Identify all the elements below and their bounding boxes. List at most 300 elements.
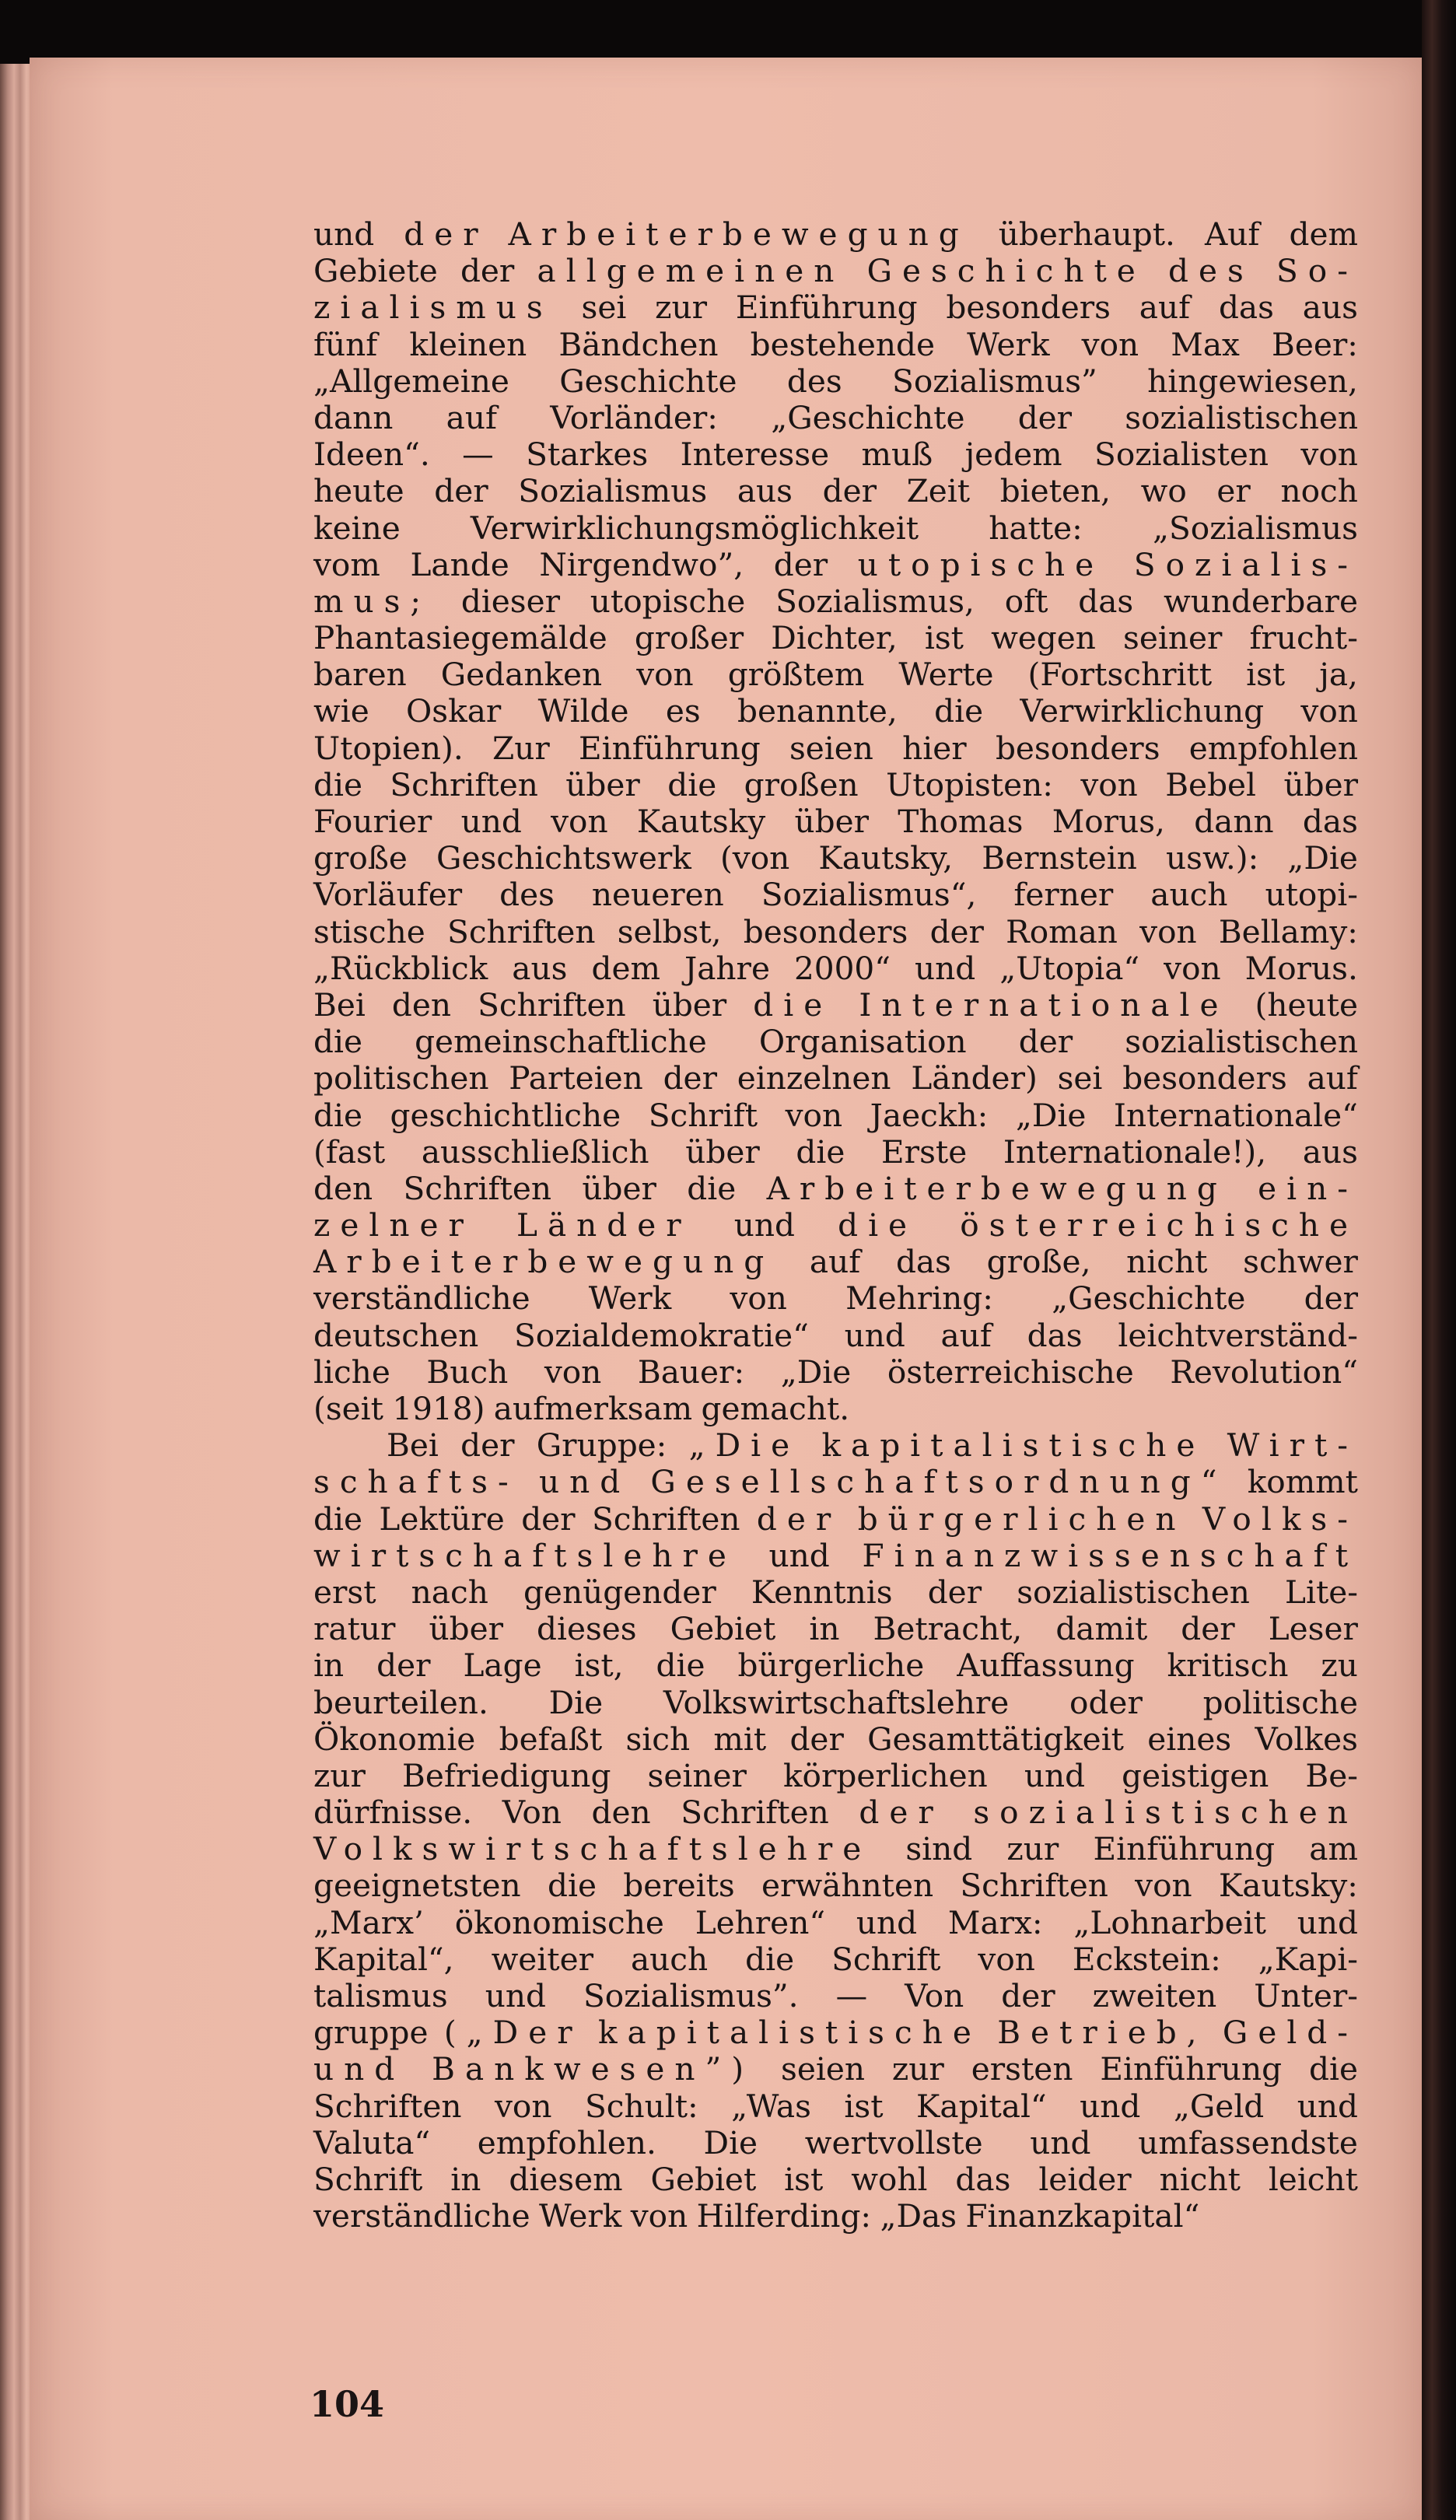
word: Bellamy: xyxy=(1218,912,1358,950)
word: Schriften xyxy=(403,1169,551,1207)
word: Starkes xyxy=(526,436,649,474)
word: Schrift xyxy=(831,1940,941,1978)
word: über xyxy=(565,765,640,803)
text-line xyxy=(313,1758,1358,1794)
word: Finanzwissenschaft xyxy=(862,1536,1358,1574)
word: Bändchen xyxy=(558,325,719,363)
word: Schult: xyxy=(584,2087,698,2125)
word: leicht xyxy=(1268,2160,1358,2198)
word: Roman xyxy=(1006,912,1118,950)
word: (Fortschritt xyxy=(1027,656,1213,694)
word: wirtschaftslehre xyxy=(313,1536,737,1574)
word: Gebiet xyxy=(650,2160,757,2198)
word: zu xyxy=(1321,1647,1358,1685)
text-line xyxy=(313,1721,1358,1758)
word: über xyxy=(685,1132,760,1171)
word: und xyxy=(1297,2087,1358,2125)
word: mus; xyxy=(313,582,432,620)
word: Kautsky xyxy=(636,803,766,840)
word: Schrift xyxy=(313,2160,423,2198)
text-line xyxy=(313,436,1358,473)
word: schafts- xyxy=(313,1463,519,1501)
word: auf xyxy=(809,1243,861,1281)
word: Geschichte xyxy=(559,362,737,400)
word: Gedanken xyxy=(440,656,603,694)
word: die xyxy=(687,1169,737,1207)
word: von xyxy=(1139,912,1197,950)
word: verständliche xyxy=(313,1279,530,1318)
word: der xyxy=(376,1647,431,1685)
word: besonders xyxy=(1122,1059,1287,1097)
text-line xyxy=(313,987,1358,1024)
word: ausschließlich xyxy=(421,1132,649,1171)
word: der xyxy=(756,1500,842,1538)
word: und xyxy=(460,803,522,840)
word: sozialistischen xyxy=(1125,1023,1358,1061)
text-line xyxy=(313,253,1358,289)
word: oft xyxy=(1004,582,1048,620)
word: oder xyxy=(1069,1683,1143,1721)
word: zur xyxy=(313,1756,366,1794)
word: und xyxy=(485,1977,546,2014)
word: ist xyxy=(1246,656,1286,694)
word: „Sozialismus xyxy=(1152,509,1358,547)
word: ist, xyxy=(574,1647,624,1685)
word: schwer xyxy=(1243,1243,1358,1281)
word: Lage xyxy=(463,1647,542,1685)
word: Verwirklichung xyxy=(1020,692,1265,730)
word: hatte: xyxy=(989,509,1083,547)
word: utopische xyxy=(857,545,1104,583)
word: weiter xyxy=(491,1940,594,1978)
word: auf xyxy=(1139,289,1191,327)
word: Befriedigung xyxy=(402,1756,611,1794)
text-line xyxy=(313,1244,1358,1280)
word: einzelnen xyxy=(737,1059,891,1097)
word: zweiten xyxy=(1092,1977,1217,2014)
word: ein- xyxy=(1258,1169,1358,1207)
word: diesem xyxy=(509,2160,623,2198)
word: von xyxy=(551,803,608,840)
word: Sozialis- xyxy=(1133,545,1358,583)
word: auf xyxy=(446,398,497,436)
word: benannte, xyxy=(737,692,898,730)
word: und xyxy=(1297,1903,1358,1941)
word: Vorländer: xyxy=(550,398,718,436)
word: Einführung xyxy=(1100,2050,1283,2088)
word: fünf xyxy=(313,325,378,363)
word: auf xyxy=(1307,1059,1358,1097)
text-line xyxy=(313,1464,1358,1500)
word: von xyxy=(1080,765,1138,803)
word: (fast xyxy=(313,1132,386,1171)
word: Bebel xyxy=(1165,765,1257,803)
word: Schriften xyxy=(390,765,538,803)
word: zur xyxy=(891,2050,944,2088)
word: Utopien). xyxy=(313,729,464,767)
text-line xyxy=(313,1427,1358,1464)
word: er xyxy=(1216,472,1251,510)
word: Geschichte xyxy=(866,252,1146,290)
text-line xyxy=(313,327,1358,363)
text-line xyxy=(313,1207,1358,1244)
word: mit xyxy=(713,1720,767,1758)
word: aus xyxy=(737,472,793,510)
body-text xyxy=(313,216,1358,2235)
word: muß xyxy=(861,436,933,474)
word: Finanzkapital“ xyxy=(965,2197,1200,2235)
word: von xyxy=(630,2197,688,2235)
word: Revolution“ xyxy=(1170,1353,1358,1391)
text-line xyxy=(313,547,1358,583)
word: großen xyxy=(744,765,859,803)
word: Internationale xyxy=(859,985,1229,1024)
word: nach xyxy=(411,1573,488,1611)
word: Internationale“ xyxy=(1113,1096,1358,1134)
word: frucht- xyxy=(1249,619,1358,657)
word: bieten, xyxy=(999,472,1111,510)
word: die xyxy=(796,1132,845,1171)
word: wunderbare xyxy=(1163,582,1358,620)
text-line xyxy=(313,400,1358,436)
word: („Der xyxy=(443,2014,583,2052)
word: über xyxy=(652,985,727,1024)
word: die xyxy=(313,1096,362,1134)
word: von xyxy=(1300,436,1358,474)
word: Gesamttätigkeit xyxy=(867,1720,1124,1758)
word: der xyxy=(927,1573,982,1611)
word: ist xyxy=(844,2087,884,2125)
word: Sozialdemokratie“ xyxy=(513,1316,809,1354)
word: das xyxy=(895,1243,951,1281)
word: auch xyxy=(1150,876,1228,914)
word: Buch xyxy=(426,1353,509,1391)
word: „Die xyxy=(1287,839,1358,877)
text-line xyxy=(313,1685,1358,1721)
word: Internationale!), xyxy=(1003,1132,1267,1171)
word: empfohlen. xyxy=(477,2123,656,2161)
word: dann xyxy=(1194,803,1274,840)
word: Betrieb, xyxy=(997,2014,1207,2052)
word: Ökonomie xyxy=(313,1720,476,1758)
word: kapitalistische xyxy=(821,1426,1206,1465)
word: ökonomische xyxy=(454,1903,664,1941)
word: 2000“ xyxy=(793,949,891,987)
word: Bernstein xyxy=(982,839,1137,877)
word: seien xyxy=(781,2050,865,2088)
word: ratur xyxy=(313,1610,396,1648)
word: die xyxy=(838,1206,918,1244)
word: und xyxy=(313,215,375,253)
word: das xyxy=(1078,582,1134,620)
word: bürgerliche xyxy=(737,1647,925,1685)
word: neueren xyxy=(591,876,724,914)
word: Schriften xyxy=(960,1867,1108,1905)
word: und xyxy=(844,1316,905,1354)
word: den xyxy=(591,1794,651,1832)
word: die xyxy=(667,765,717,803)
word: Geschichtswerk xyxy=(436,839,691,877)
word: Max xyxy=(1171,325,1240,363)
word: Von xyxy=(905,1977,964,2014)
word: aus xyxy=(1302,1132,1358,1171)
word: zialismus xyxy=(313,289,553,327)
text-line xyxy=(313,1538,1358,1574)
word: der xyxy=(1017,398,1073,436)
word: „Geschichte xyxy=(1052,1279,1246,1318)
word: „Kapi- xyxy=(1258,1940,1358,1978)
word: (heute xyxy=(1255,985,1358,1024)
word: selbst, xyxy=(617,912,722,950)
word: großer xyxy=(634,619,744,657)
word: sei xyxy=(1057,1059,1103,1097)
word: genügender xyxy=(523,1573,716,1611)
text-line xyxy=(313,1501,1358,1538)
word: Von xyxy=(502,1794,562,1832)
text-line xyxy=(313,767,1358,803)
word: Werk xyxy=(967,325,1050,363)
word: am xyxy=(1309,1830,1358,1868)
text-line xyxy=(313,1867,1358,1904)
word: Kapital“, xyxy=(313,1940,454,1978)
word: Lektüre xyxy=(379,1500,505,1538)
word: nicht xyxy=(1159,2160,1241,2198)
word: gemacht. xyxy=(701,1390,850,1427)
text-line xyxy=(313,1134,1358,1171)
word: Sozialisten xyxy=(1094,436,1269,474)
word: dem xyxy=(591,949,660,987)
word: Schriften xyxy=(313,2087,462,2125)
word: der xyxy=(789,1720,844,1758)
word: aus xyxy=(512,949,568,987)
word: stische xyxy=(313,912,425,950)
text-line xyxy=(313,1171,1358,1207)
word: Kautsky: xyxy=(1218,1867,1358,1905)
word: der xyxy=(859,1794,943,1832)
word: von xyxy=(978,1940,1035,1978)
word: erst xyxy=(313,1573,376,1611)
word: utopische xyxy=(590,582,746,620)
word: sei xyxy=(581,289,627,327)
word: die xyxy=(934,692,984,730)
text-line xyxy=(313,730,1358,767)
word: „Marx’ xyxy=(313,1903,424,1941)
word: liche xyxy=(313,1353,390,1391)
word: befaßt xyxy=(499,1720,603,1758)
word: kapitalistische xyxy=(597,2014,982,2052)
word: dieser xyxy=(460,582,561,620)
word: wertvollste xyxy=(804,2123,983,2161)
word: und xyxy=(768,1536,830,1574)
word: Hilferding: xyxy=(696,2197,872,2235)
word: leider xyxy=(1038,2160,1132,2198)
word: und xyxy=(538,1463,631,1501)
word: Gebiet xyxy=(670,1610,776,1648)
word: große, xyxy=(986,1243,1091,1281)
word: kommt xyxy=(1247,1463,1358,1501)
word: geschichtliche xyxy=(390,1096,621,1134)
word: Marx: xyxy=(947,1903,1043,1941)
word: Betracht, xyxy=(873,1610,1023,1648)
word: in xyxy=(450,2160,481,2198)
word: von xyxy=(1164,949,1221,987)
word: jedem xyxy=(964,436,1062,474)
word: geistigen xyxy=(1122,1756,1269,1794)
word: ist xyxy=(784,2160,824,2198)
word: „Allgemeine xyxy=(313,362,509,400)
word: wo xyxy=(1140,472,1187,510)
word: besonders xyxy=(743,912,908,950)
word: die xyxy=(313,1023,362,1061)
word: Sozialismus, xyxy=(775,582,975,620)
word: „Die xyxy=(780,1353,852,1391)
word: verständliche xyxy=(313,2197,530,2235)
word: der xyxy=(663,1059,717,1097)
word: das xyxy=(955,2160,1011,2198)
word: Leser xyxy=(1268,1610,1358,1648)
word: die xyxy=(656,1647,705,1685)
word: — xyxy=(462,436,494,474)
text-line xyxy=(313,877,1358,913)
word: ist xyxy=(924,619,964,657)
word: Parteien xyxy=(509,1059,643,1097)
word: wie xyxy=(313,692,369,730)
word: der xyxy=(1018,1023,1073,1061)
word: Oskar xyxy=(406,692,502,730)
word: ersten xyxy=(971,2050,1073,2088)
word: von xyxy=(785,1096,843,1134)
word: Bei xyxy=(313,985,366,1024)
word: wohl xyxy=(851,2160,928,2198)
word: Schrift xyxy=(648,1096,758,1134)
word: Arbeiterbewegung xyxy=(313,1243,775,1281)
word: Phantasiegemälde xyxy=(313,619,607,657)
word: „Was xyxy=(731,2087,811,2125)
text-line xyxy=(313,2161,1358,2198)
word: von xyxy=(730,1279,787,1318)
text-line xyxy=(313,1354,1358,1391)
word: „Rückblick xyxy=(313,949,488,987)
word: damit xyxy=(1055,1610,1148,1648)
word: erwähnten xyxy=(761,1867,934,1905)
word: geeignetsten xyxy=(313,1867,521,1905)
text-line xyxy=(313,1024,1358,1060)
word: und xyxy=(1024,1756,1086,1794)
word: des xyxy=(786,362,842,400)
text-line xyxy=(313,1794,1358,1831)
text-line xyxy=(313,1097,1358,1134)
word: und xyxy=(1080,2087,1141,2125)
text-line xyxy=(313,950,1358,987)
word: Die xyxy=(703,2123,758,2161)
word: Bauer: xyxy=(637,1353,745,1391)
word: der xyxy=(822,472,877,510)
word: „Utopia“ xyxy=(999,949,1140,987)
word: das xyxy=(1027,1316,1083,1354)
text-line xyxy=(313,840,1358,877)
word: besonders xyxy=(946,289,1111,327)
word: hier xyxy=(902,729,967,767)
word: Unter- xyxy=(1254,1977,1358,2014)
word: Eckstein: xyxy=(1072,1940,1221,1978)
word: Schriften xyxy=(681,1794,829,1832)
word: und xyxy=(733,1206,795,1244)
word: Volks- xyxy=(1202,1500,1358,1538)
word: Mehring: xyxy=(845,1279,993,1318)
word: Lande xyxy=(410,545,509,583)
text-line xyxy=(313,620,1358,656)
text-line xyxy=(313,1978,1358,2014)
word: Schriften xyxy=(478,985,626,1024)
word: sind xyxy=(905,1830,973,1868)
word: Organisation xyxy=(758,1023,967,1061)
word: Jaeckh: xyxy=(870,1096,989,1134)
word: über xyxy=(582,1169,656,1207)
word: das xyxy=(1302,803,1358,840)
word: Kenntnis xyxy=(751,1573,893,1611)
text-line xyxy=(313,1905,1358,1941)
word: in xyxy=(809,1610,840,1648)
word: und xyxy=(1030,2123,1091,2161)
word: „Die xyxy=(1015,1096,1087,1134)
word: den xyxy=(313,1169,373,1207)
word: der Arbeiterbewegung xyxy=(404,215,969,253)
text-line xyxy=(313,289,1358,326)
text-line xyxy=(313,510,1358,547)
word: der xyxy=(773,545,828,583)
word: aus xyxy=(1302,289,1358,327)
text-line xyxy=(313,1391,1358,1427)
word: politische xyxy=(1202,1683,1358,1721)
word: zur xyxy=(1006,1830,1059,1868)
word: Sozialismus“, xyxy=(761,876,977,914)
word: körperlichen xyxy=(782,1756,988,1794)
word: Verwirklichungsmöglichkeit xyxy=(470,509,919,547)
word: hingewiesen, xyxy=(1147,362,1358,400)
word: — xyxy=(835,1977,868,2014)
text-line xyxy=(313,2198,1358,2235)
word: über xyxy=(794,803,869,840)
word: aufmerksam xyxy=(493,1390,693,1427)
word: seiner xyxy=(1123,619,1223,657)
word: sozialistischen xyxy=(1125,398,1358,436)
word: politischen xyxy=(313,1059,489,1097)
word: über xyxy=(429,1610,503,1648)
word: Wirt- xyxy=(1227,1426,1358,1465)
word: Die xyxy=(548,1683,604,1721)
word: Werk xyxy=(588,1279,672,1318)
word: Schriften xyxy=(447,912,596,950)
word: der xyxy=(460,1426,515,1465)
word: Kapital“ xyxy=(916,2087,1047,2125)
word: zelner xyxy=(313,1206,474,1244)
word: von xyxy=(1300,692,1358,730)
word: des xyxy=(1168,252,1254,290)
word: allgemeinen xyxy=(537,252,845,290)
word: Utopisten: xyxy=(886,765,1053,803)
text-line xyxy=(313,1831,1358,1867)
word: sich xyxy=(625,1720,691,1758)
word: dem xyxy=(1289,215,1358,253)
word: (von xyxy=(719,839,790,877)
text-line xyxy=(313,363,1358,400)
word: Beer: xyxy=(1272,325,1358,363)
word: beurteilen. xyxy=(313,1683,488,1721)
word: von xyxy=(636,656,694,694)
word: Bankwesen”) xyxy=(432,2050,754,2088)
word: Sozialismus”. xyxy=(583,1977,799,2014)
word: Gebiete xyxy=(313,252,438,290)
